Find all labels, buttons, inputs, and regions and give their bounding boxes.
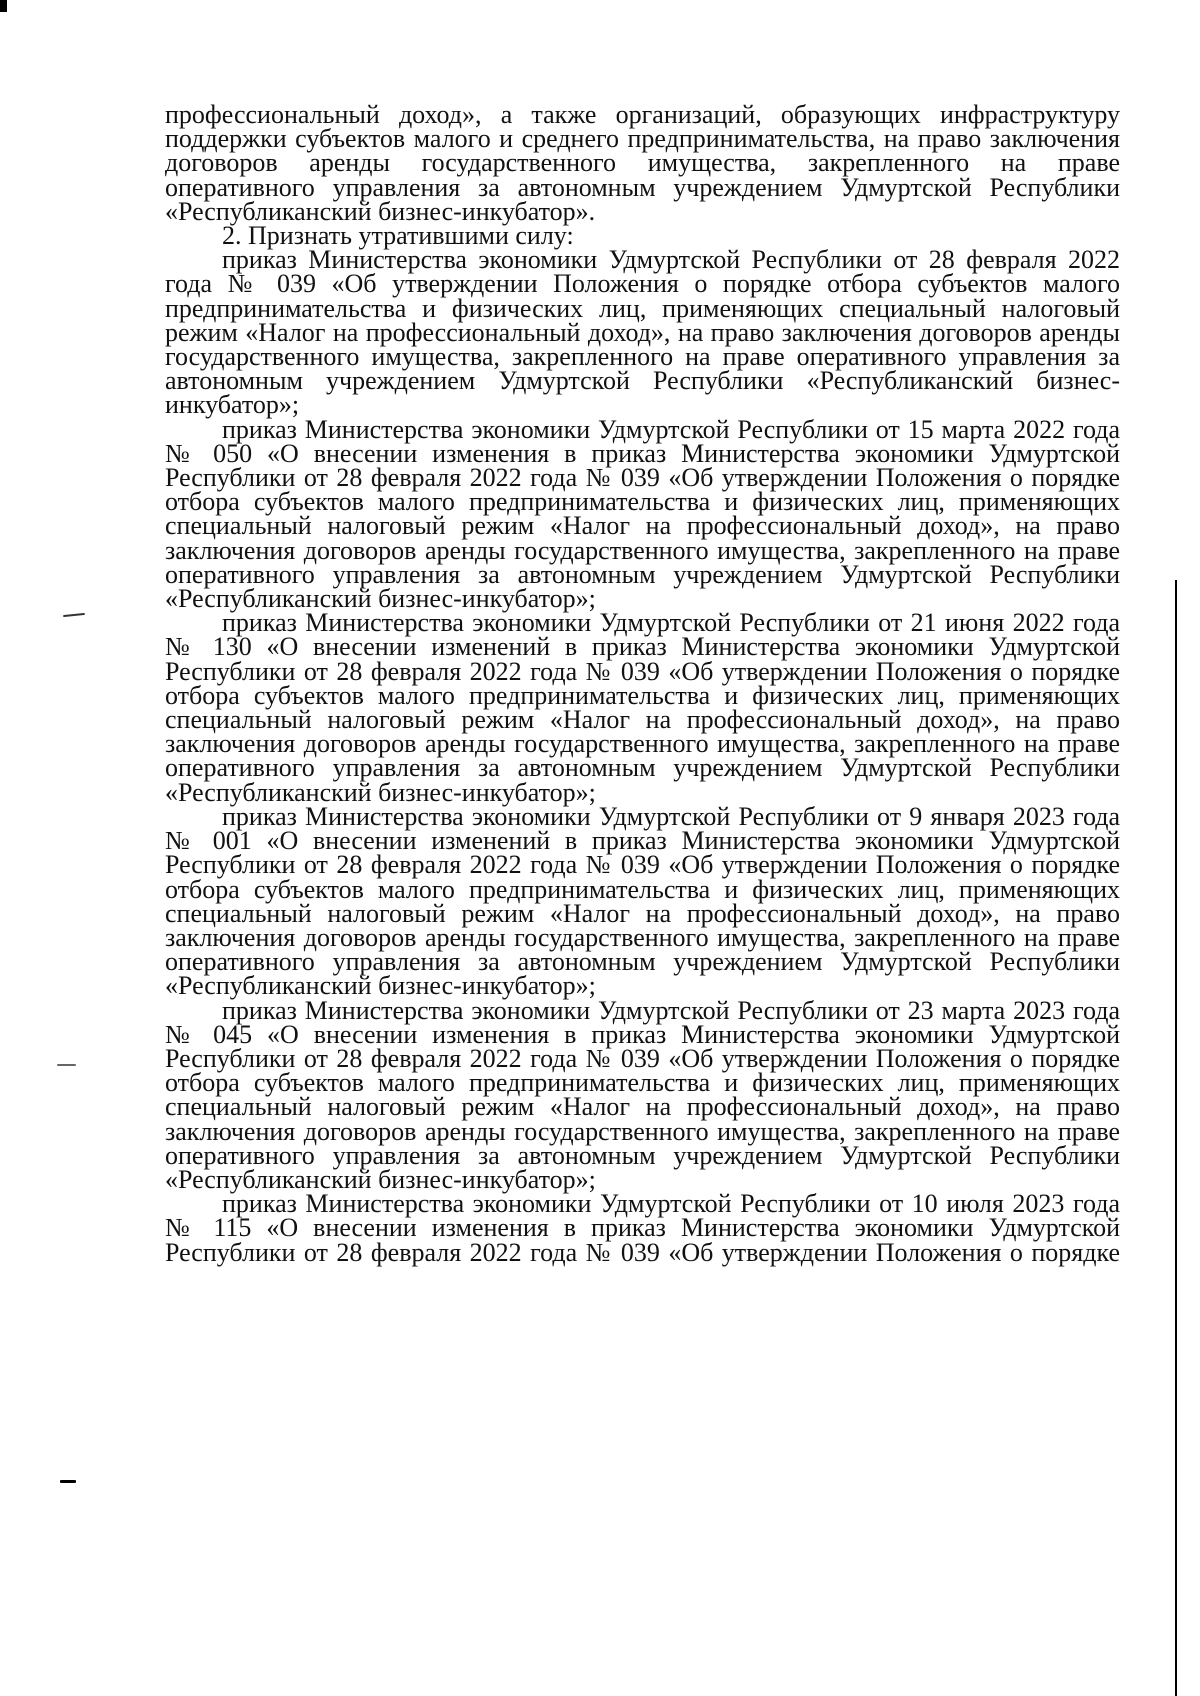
scan-edge-line bbox=[1175, 580, 1177, 1696]
paragraph-clause-2: 2. Признать утратившими силу: bbox=[222, 221, 574, 251]
scan-corner-mark bbox=[0, 0, 7, 12]
paragraph-continuation: профессиональный доход», а также организаций, образующих инфраструктуру поддержки субъектов малого и среднего предпринимательства, на право заключения договоров аренды государственного имущества, закрепленного на праве оперативного управления за автономным учреждением Удмуртской Республики «Республиканский бизнес-инкубатор». bbox=[165, 100, 1120, 226]
paragraph-order-039: приказ Министерства экономики Удмуртской Республики от 28 февраля 2022 года № 039 «Об утверждении Положения о порядке отбора субъектов малого предпринимательства и физических лиц, применяющих специальный налоговый режим «Налог на профессиональный доход», на право заключения договоров аренды государственного имущества, закрепленного на праве оперативного управления за автономным учреждением Удмуртской Республики «Республиканский бизнес-инкубатор»; bbox=[165, 245, 1120, 420]
paragraph-order-115: приказ Министерства экономики Удмуртской Республики от 10 июля 2023 года № 115 «О внесении изменения в приказ Министерства экономики Удмуртской Республики от 28 февраля 2022 года № 039 «Об утверждении Положения о порядке bbox=[165, 1189, 1120, 1267]
document-body bbox=[165, 100, 1120, 1267]
scan-mark bbox=[57, 1064, 76, 1066]
scan-mark bbox=[60, 1480, 76, 1483]
paragraph-order-050: приказ Министерства экономики Удмуртской Республики от 15 марта 2022 года № 050 «О внесении изменения в приказ Министерства экономики Удмуртской Республики от 28 февраля 2022 года № 039 «Об утверждении Положения о порядке отбора субъектов малого предпринимательства и физических лиц, применяющих специальный налоговый режим «Налог на профессиональный доход», на право заключения договоров аренды государственного имущества, закрепленного на праве оперативного управления за автономным учреждением Удмуртской Республики «Республиканский бизнес-инкубатор»; bbox=[165, 414, 1120, 614]
paragraph-order-001: приказ Министерства экономики Удмуртской Республики от 9 января 2023 года № 001 «О внесении изменений в приказ Министерства экономики Удмуртской Республики от 28 февраля 2022 года № 039 «Об утверждении Положения о порядке отбора субъектов малого предпринимательства и физических лиц, применяющих специальный налоговый режим «Налог на профессиональный доход», на право заключения договоров аренды государственного имущества, закрепленного на праве оперативного управления за автономным учреждением Удмуртской Республики «Республиканский бизнес-инкубатор»; bbox=[165, 801, 1120, 1001]
paragraph-order-045: приказ Министерства экономики Удмуртской Республики от 23 марта 2023 года № 045 «О внесении изменения в приказ Министерства экономики Удмуртской Республики от 28 февраля 2022 года № 039 «Об утверждении Положения о порядке отбора субъектов малого предпринимательства и физических лиц, применяющих специальный налоговый режим «Налог на профессиональный доход», на право заключения договоров аренды государственного имущества, закрепленного на праве оперативного управления за автономным учреждением Удмуртской Республики «Республиканский бизнес-инкубатор»; bbox=[165, 995, 1120, 1194]
paragraph-order-130: приказ Министерства экономики Удмуртской Республики от 21 июня 2022 года № 130 «О внесении изменений в приказ Министерства экономики Удмуртской Республики от 28 февраля 2022 года № 039 «Об утверждении Положения о порядке отбора субъектов малого предпринимательства и физических лиц, применяющих специальный налоговый режим «Налог на профессиональный доход», на право заключения договоров аренды государственного имущества, закрепленного на праве оперативного управления за автономным учреждением Удмуртской Республики «Республиканский бизнес-инкубатор»; bbox=[165, 608, 1120, 807]
scan-mark bbox=[63, 613, 85, 617]
